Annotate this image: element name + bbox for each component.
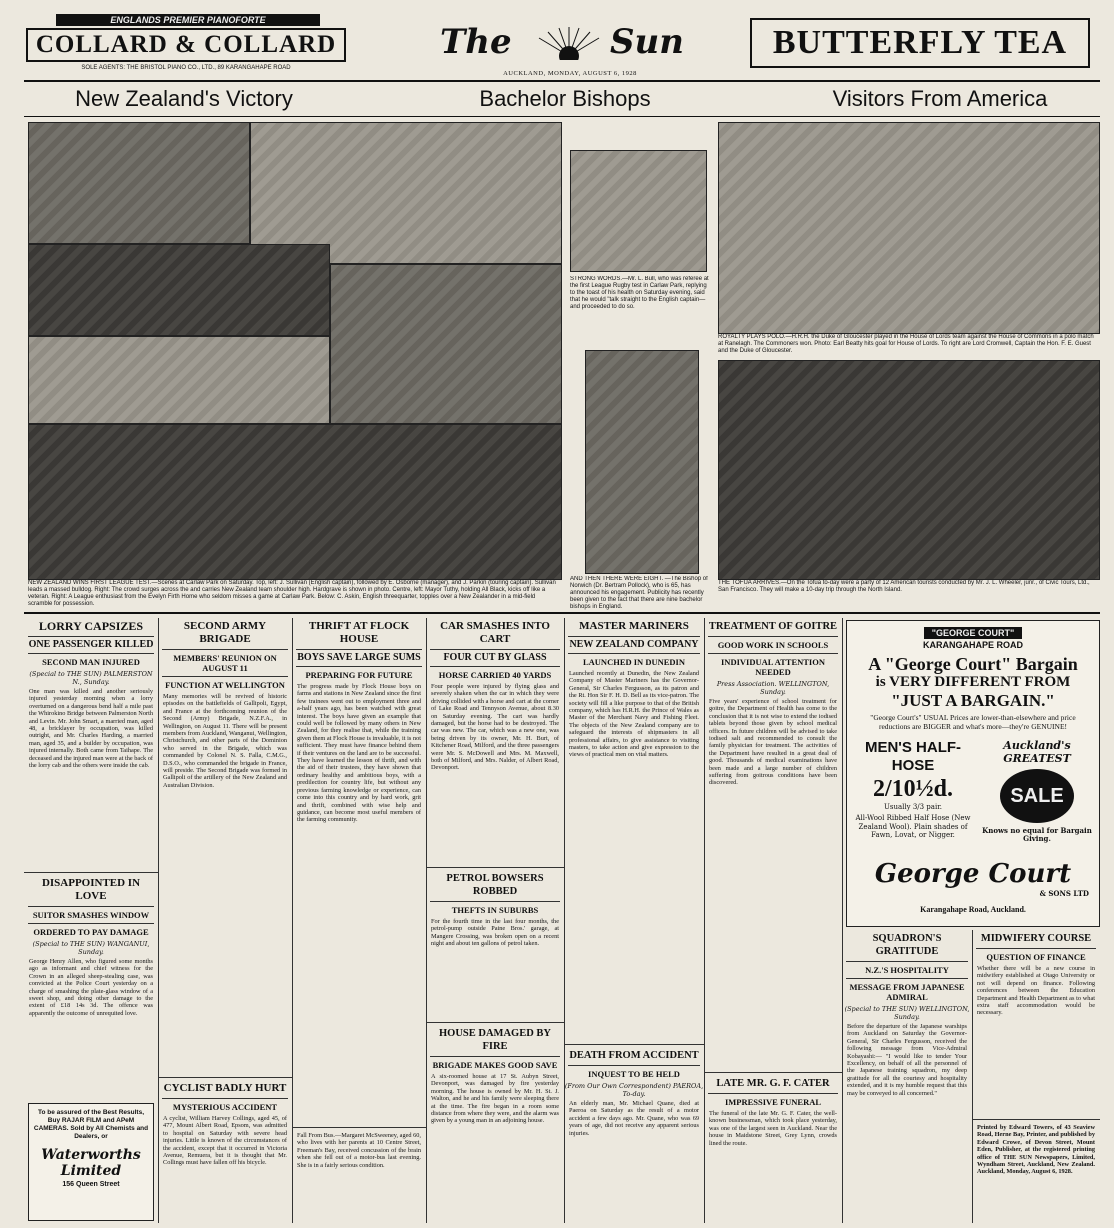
gc-ad-item-block [851,739,975,840]
bull-portrait [570,150,707,272]
subhead-good-work: GOOD WORK IN SCHOOLS [708,636,838,650]
photo-section-rule [24,612,1100,614]
headline-death-accident: DEATH FROM ACCIDENT [569,1050,699,1061]
headline-cyclist: CYCLIST BADLY HURT [163,1082,287,1094]
tofua-photo [718,360,1100,580]
gc-ad-text: "George Court's" USUAL Prices are lower-than-elsewhere and price reductions are BIGGER and what's more—they're GENUINE! [870,713,1076,731]
headline-house-fire: HOUSE DAMAGED BY FIRE [438,1028,551,1052]
gc-ad-sale-3: Knows no equal for Bargain Giving. [982,826,1092,843]
collard-tagline: ENGLANDS PREMIER PIANOFORTE [56,14,320,26]
banner-visitors-america: Visitors From America [832,86,1048,111]
story-disappointed: George Henry Allen, who figured some months ago as informant and chief witness for the Crown in an alleged sheep-stealing case, was convicted at the Police Court yesterday on a charge of smashing the plate-glass window of a sweet shop, and doing other damage to the extent of £18 14s 3d. The offence was apparently the outcome of unrequited love. [29,958,153,1017]
subhead-inquest: INQUEST TO BE HELD [568,1065,700,1079]
story-second-army: Many memories will be revived of historic episodes on the battlefields of Gallipoli, Egypt, and France at the forthcoming reunion of the Second (Army) Brigade, N.Z.F.A., in Wellington, on August 11. There will be present members from Auckland, Wanganui, Wellington, Christchurch, and other parts of the Dominion who served in the Brigade, which was commanded by Colonel N. S. Falla, C.M.G., D.S.O., who commanded the brigade in France, will preside. The Second Brigade was formed in Gallipoli of the artillery of the New Zealand and Australian Division. [163,693,287,789]
column-second-army-brigade [158,618,293,1223]
waterworths-ad [28,1103,154,1221]
bull-caption: STRONG WORDS.—Mr. L. Bull, who was referee at the first League Rugby test in Carlaw Park, replying to the toast of his health on Saturday evening, said that he would "talk straight to the English captain—and proceeded to do so. [570,276,709,310]
gc-ad-item: MEN'S HALF-HOSE [864,739,962,774]
banner-rule [24,116,1100,117]
column-flock-house [292,618,427,1223]
masthead [0,0,1114,82]
gc-ad-sale-block [979,739,1095,843]
headline-cater: LATE MR. G. F. CATER [716,1078,830,1089]
subhead-ordered-pay: ORDERED TO PAY DAMAGE [28,923,154,937]
story-cyclist: A cyclist, William Harvey Collings, aged 45, of 477, Mount Albert Road, Epsom, was admitted to hospital on Saturday with severe head injuries. Little is known of the circumstances of the accident, except that it occurred in Victoria Avenue, Remuera, but it is thought that Mr. Collings must have fallen off his bicycle. [163,1115,287,1167]
story-flock-house: The progress made by Flock House boys on farms and stations in New Zealand since the first few trainees went out to employment three and a-half years ago, has been watched with great interest. The boys have given an example that could well be followed by many others in New Zealand, for they realise that, while the training given them at Flock House is invaluable, it is not sufficient. They must have finance behind them if their ventures on the land are to be successful. They have learned the lesson of thrift, and with the aid of their trustees, they have shown that ordinary healthy and ambitious boys, with a predilection for country life, but without any previous farming knowledge or experience, can come into this country and by hard work, grit and thrift, combined with wise help and guidance, can become most useful members of the farming community. [297,683,421,824]
dateline-palmerston: (Special to THE SUN) PALMERSTON N., Sunday. [29,670,153,686]
subhead-horse-carried: HORSE CARRIED 40 YARDS [430,666,560,680]
paper-title [440,18,700,66]
headline-disappointed: DISAPPOINTED IN LOVE [41,877,141,902]
column-lorry-capsizes [24,618,159,1223]
subhead-finance: QUESTION OF FINANCE [976,948,1096,962]
story-cater: The funeral of the late Mr. G. F. Cater, the well-known businessman, which took place yesterday, was one of the largest seen in Auckland. Near the house in Maidstone Street, Grey Lynn, crowds lined the route. [709,1110,837,1147]
headline-lorry-capsizes: LORRY CAPSIZES [38,619,144,633]
subhead-function: FUNCTION AT WELLINGTON [162,676,288,690]
subhead-message: MESSAGE FROM JAPANESE ADMIRAL [846,978,968,1002]
banner-bachelor-bishops: Bachelor Bishops [479,86,651,111]
subhead-reunion: MEMBERS' REUNION ON AUGUST 11 [162,649,288,673]
subhead-thefts: THEFTS IN SUBURBS [430,901,560,915]
subhead-boys-save: BOYS SAVE LARGE SUMS [296,649,422,663]
masthead-rule [24,80,1100,82]
rising-sun-icon [534,26,604,60]
collard-brand: COLLARD & COLLARD [26,28,346,62]
rugby-photo-crowd [28,244,330,336]
subhead-four-cut: FOUR CUT BY GLASS [430,649,560,663]
polo-caption: ROYALTY PLAYS POLO.—H.R.H. the Duke of Gloucester played in the House of Lords team against the House of Commons in a polo match at Ranelagh. The Commoners won. Photo: Earl Beatty hits goal for House of Lords. To right are Lord Cromwell, Captain the Hon. F. E. Guest and the Duke of Gloucester. [718,334,1094,354]
story-lorry-capsizes: One man was killed and another seriously injured yesterday morning when a lorry overturned on a dangerous bend half a mile past the Whirokino Bridge between Palmerston North and Levin. Mr. John Smart, a married man, aged 48, a bricklayer by occupation, was killed outright, and Mr. Charles Harding, a married man, aged 35, and a builder by occupation, was injured internally. Both came from Taihape. The deceased and the injured man were at the back of the lorry cab and the others were inside the cab. [29,688,153,770]
waterworths-ad-text: To be assured of the Best Results, Buy RAJAR FILM and APeM CAMERAS. Sold by All Chemists and Dealers, or [33,1109,149,1140]
tofua-caption: THE TOFUA ARRIVES.—On the Tofua to-day were a party of 12 American tourists conducted by Mr. J. L. Wheeler, junr., of Civic Tours, Ltd., San Francisco. They will make a 10-day trip through the North Island. [718,580,1090,593]
gc-ad-address: Karangahape Road, Auckland. [920,905,1026,914]
column-master-mariners [564,618,705,1223]
story-house-fire: A six-roomed house at 17 St. Aubyn Street, Devonport, was damaged by fire yesterday morning. The house is owned by Mr. H. St. J. Walton, and he and his family were sleeping there at the time. The fire began in a room some distance from where they were, and the alarm was given by a young man in an adjoining house. [431,1073,559,1125]
gc-ad-sale-2: SALE [1010,784,1064,807]
subhead-hospitality: N.Z.'S HOSPITALITY [846,961,968,975]
story-petrol-bowsers: For the fourth time in the last four months, the petrol-pump outside Paine Bros.' garage, at Mangere Crossing, was broken open on a recent night and about ten gallons of petrol taken. [431,918,559,948]
subhead-suitor: SUITOR SMASHES WINDOW [28,906,154,920]
dateline-wellington-goitre: Press Association. WELLINGTON, Sunday. [716,680,830,696]
gc-ad-sale-badge [1000,769,1074,823]
subhead-individual: INDIVIDUAL ATTENTION NEEDED [708,653,838,677]
collard-agents: SOLE AGENTS: THE BRISTOL PIANO CO., LTD., 89 KARANGAHAPE ROAD [81,65,291,71]
paper-title-the: The [440,22,512,62]
gc-ad-brand: George Court [874,859,1072,889]
rugby-photo-scramble [28,424,562,580]
subhead-brigade-save: BRIGADE MAKES GOOD SAVE [430,1056,560,1070]
subhead-second-man: SECOND MAN INJURED [28,653,154,667]
rugby-photo-kick-off [28,336,330,424]
gc-ad-price: 2/10½d. [872,776,953,802]
headline-midwifery: MIDWIFERY COURSE [980,933,1092,944]
story-death-accident: An elderly man, Mr. Michael Quane, died at Paeroa on Saturday as the result of a motor accident a few days ago. Mr. Quane, who was 69 years of age, did not receive any apparent serious injuries. [569,1100,699,1137]
column-goitre [704,618,843,1223]
dateline-wanganui: (Special to THE SUN) WANGANUI, Sunday. [32,940,150,956]
subhead-funeral: IMPRESSIVE FUNERAL [708,1093,838,1107]
story-goitre: Five years' experience of school treatment for goitre, the Department of Health has come to the conclusion that it is not wise to extend the iodised tablets beyond those given by school medical officers. In future children will be advised to take iodised salt and recommended to consult the family physician for treatment. The activities of the Department have resulted in a great deal of good. Thousands of medical examinations have been made and a large number of children suffering from goitrous conditions have been discovered. [709,698,837,787]
headline-car-smashes: CAR SMASHES INTO CART [440,620,550,645]
bishop-photo [585,350,699,574]
subhead-one-passenger: ONE PASSENGER KILLED [28,636,154,650]
gc-ad-headline-3: "JUST A BARGAIN." [891,691,1055,710]
subhead-nz-company: NEW ZEALAND COMPANY [568,636,700,650]
dateline-wellington-squadron: (Special to THE SUN) WELLINGTON, Sunday. [844,1005,970,1021]
dateline-paeroa: (From Our Own Correspondent) PAEROA, To-day. [564,1082,704,1098]
story-squadron: Before the departure of the Japanese warships from Auckland on Saturday the Governor-General, Sir Charles Fergusson, received the following message from Vice-Admiral Kobayashi:— "I would like to tender Your Excellency, on behalf of all the personnel of the Japanese training squadron, my deep gratitude for all the courtesy and hospitality extended, and it is my humble request that this may be conveyed to all concerned." [847,1023,967,1097]
collard-ad [26,14,346,76]
story-fall-from-bus: Fall From Bus.—Margaret McSweeney, aged 60, who lives with her parents at 10 Centre Street, Freeman's Bay, received concussion of the brain when she fell out of a motor-bus last evening. She is in a fairly serious condition. [297,1132,421,1169]
headline-squadron: SQUADRON'S GRATITUDE [872,933,942,957]
headline-petrol-bowsers: PETROL BOWSERS ROBBED [446,873,544,897]
gc-ad-top: "GEORGE COURT" [924,627,1023,639]
headline-goitre: TREATMENT OF GOITRE [708,621,838,632]
bishop-caption: AND THEN THERE WERE EIGHT. —The Bishop of Norwich (Dr. Bertram Pollock), who is 65, has announced his engagement. Publicity has recently been given to the fact that there are nine bachelor bishops in England. [570,576,708,610]
waterworths-address: 156 Queen Street [62,1181,120,1188]
paper-title-sun: Sun [610,22,684,62]
rugby-photo-top-left [28,122,250,244]
gc-ad-headline-1: A "George Court" Bargain [868,654,1078,674]
gc-ad-brand-2: & SONS LTD [1039,889,1089,898]
butterfly-tea-ad: BUTTERFLY TEA [750,18,1090,68]
column-car-smashes [426,618,565,1223]
story-car-smashes: Four people were injured by flying glass and severely shaken when the car in which they were driving collided with a horse and cart at the corner of Lake Road and Tennyson Avenue, about 8.30 on Saturday evening. The cart was hardly damaged, but the horse had to be destroyed. The car was new. The car, which was a new one, was being driven by its owner, Mr. H. Burt, of Kitchener Road, Milford, and the three passengers were Mr. S. McDowell and Mrs. M. Maxwell, both of Milford, and Mrs. Nalder, of Albert Road, Devonport. [431,683,559,772]
gc-ad-headline-2: is VERY DIFFERENT FROM [875,674,1071,690]
gc-ad-road: KARANGAHAPE ROAD [922,640,1023,650]
dateline: AUCKLAND, MONDAY, AUGUST 6, 1928 [503,70,637,77]
gc-ad-sale-1: Auckland's GREATEST [1003,739,1071,765]
story-master-mariners: Launched recently at Dunedin, the New Zealand Company of Master Mariners has the Governor-General, Sir Charles Fergusson, as its patron and the Rt. Hon Sir F. H. D. Bell as its vice-patron. The society will fill a like purpose to that of the British company, which has H.R.H. the Prince of Wales as Master of the Merchant Navy and Fishing Fleet. The objects of the New Zealand company are to safeguard the interests of shipmasters in all professional affairs, to give assistance to visiting masters, to take action and give expression to the views of practical men on vital matters. [569,670,699,759]
gc-ad-usual: Usually 3/3 pair. [883,803,943,811]
george-court-ad [846,620,1100,927]
headline-second-army: SECOND ARMY BRIGADE [183,620,267,645]
subhead-mysterious: MYSTERIOUS ACCIDENT [162,1098,288,1112]
subhead-dunedin: LAUNCHED IN DUNEDIN [568,653,700,667]
column-squadron [842,930,973,1223]
column-midwifery [972,930,1100,1223]
polo-photo [718,122,1100,334]
waterworths-logo: Waterworths Limited [41,1147,141,1179]
rugby-photo-enthusiast [330,264,562,424]
rugby-caption: NEW ZEALAND WINS FIRST LEAGUE TEST.—Scenes at Carlaw Park on Saturday. Top, left: J. Sullivan (English captain), followed by E. Osborne (manager), and J. Parkin (touring captain). Sullivan leads a massed bulldog. Right: The crowd surges across the and carries New Zealand team shoulder high. Hardgrave is shown in photo. Centre, left: Mayor Tuthy, holding All Black, kicks off like a veteran. Right: A League enthusiast from the Evelyn Firth Home who seldom misses a game at Carlaw Park. Below: C. Askin, English threequarter, topples over a New Zealander in a mid-field scramble for possession. [28,580,556,607]
gc-ad-desc: All-Wool Ribbed Half Hose (New Zealand Wool). Plain shades of Fawn, Lovat, or Nigger. [855,814,971,839]
imprint: Printed by Edward Towers, of 43 Seaview Road, Herne Bay, Printer, and published by Edward Crowe, of Devon Street, Mount Eden, Publisher, at the registered printing office of THE SUN Newspapers, Limited, Wyndham Street, Auckland, New Zealand. Auckland, Monday, August 6, 1928. [977,1124,1095,1176]
rugby-photo-top-right [250,122,562,264]
banner-new-zealand-victory: New Zealand's Victory [75,86,293,111]
headline-master-mariners: MASTER MARINERS [579,620,689,632]
story-midwifery: Whether there will be a new course in midwifery established at Otago University or not will depend on finance. Following conferences between the Education Department and Health Department as to what extra staff accommodation would be necessary. [977,965,1095,1017]
subhead-preparing: PREPARING FOR FUTURE [296,666,422,680]
headline-flock-house: THRIFT AT FLOCK HOUSE [308,620,410,645]
